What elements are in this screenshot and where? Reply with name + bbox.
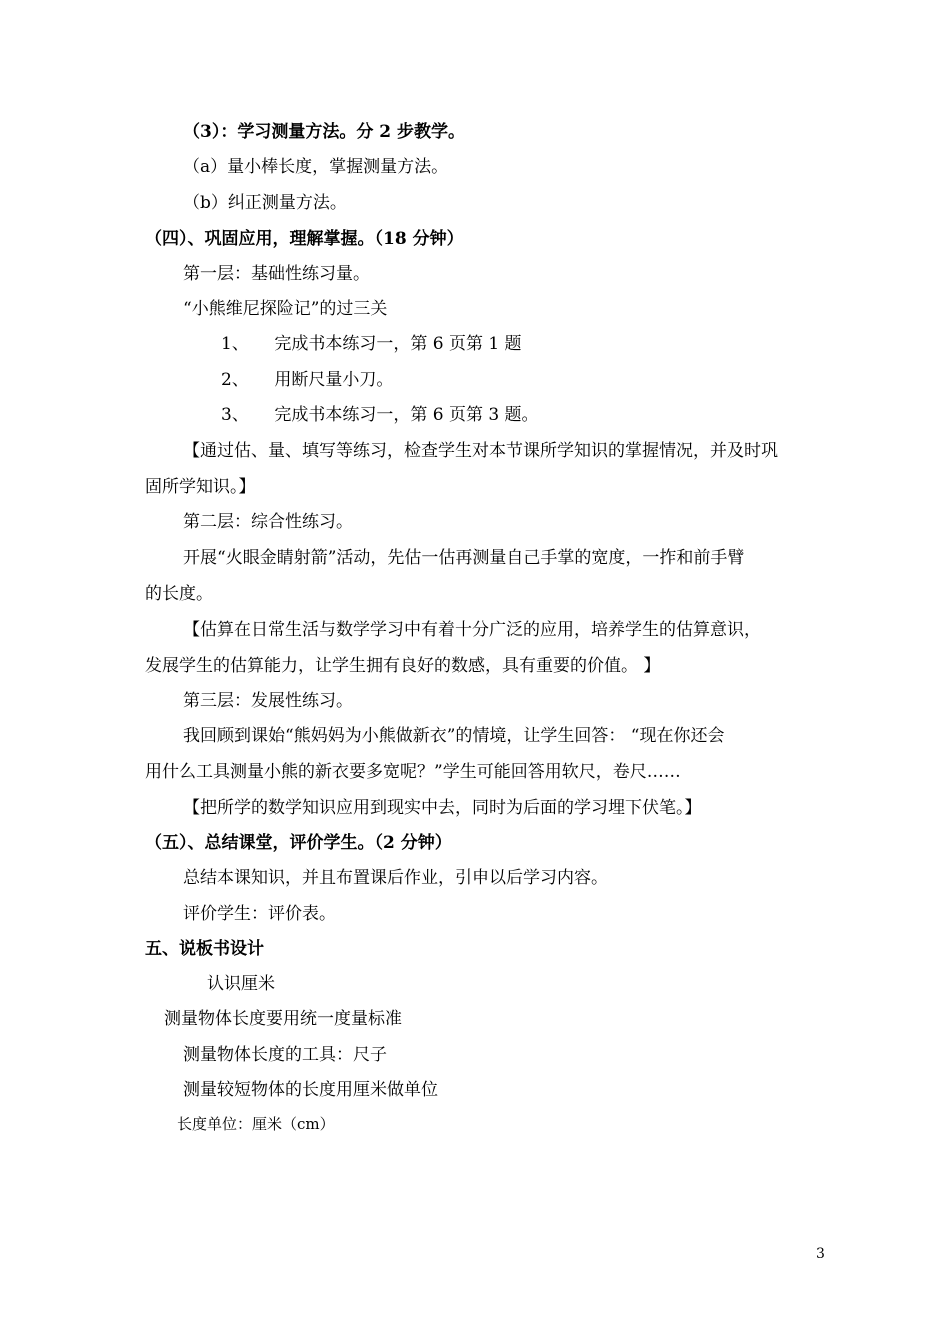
- section-heading-4: （四）、巩固应用，理解掌握。（18 分钟）: [145, 229, 464, 249]
- list-item: 2、 用断尺量小刀。: [221, 370, 394, 390]
- paragraph-line: 我回顾到课始“熊妈妈为小熊做新衣”的情境，让学生回答： “现在你还会: [183, 726, 725, 746]
- paragraph-line: 的长度。: [145, 584, 213, 604]
- paragraph-line: 评价学生：评价表。: [183, 904, 336, 924]
- paragraph-line: 【通过估、量、填写等练习，检查学生对本节课所学知识的掌握情况，并及时巩: [183, 441, 778, 461]
- paragraph-line: 第三层：发展性练习。: [183, 691, 353, 711]
- paragraph-line: 第二层：综合性练习。: [183, 512, 353, 532]
- paragraph-line: 发展学生的估算能力，让学生拥有良好的数感，具有重要的价值。 】: [145, 656, 661, 676]
- paragraph-line: 【把所学的数学知识应用到现实中去，同时为后面的学习埋下伏笔。】: [183, 798, 702, 818]
- paragraph-line: （b）纠正测量方法。: [183, 193, 347, 213]
- page-number: 3: [816, 1246, 825, 1262]
- paragraph-line: 固所学知识。】: [145, 477, 256, 497]
- board-line: 长度单位：厘米（cm）: [177, 1115, 335, 1133]
- board-line: 测量物体长度要用统一度量标准: [164, 1009, 402, 1029]
- list-item: 3、 完成书本练习一，第 6 页第 3 题。: [221, 405, 539, 425]
- board-title: 认识厘米: [207, 974, 275, 994]
- paragraph-line: “小熊维尼探险记”的过三关: [183, 299, 388, 319]
- board-line: 测量物体长度的工具：尺子: [183, 1045, 387, 1065]
- paragraph-line: 用什么工具测量小熊的新衣要多宽呢？”学生可能回答用软尺，卷尺……: [145, 762, 681, 782]
- paragraph-line: 【估算在日常生活与数学学习中有着十分广泛的应用，培养学生的估算意识，: [183, 620, 761, 640]
- section-heading-5: （五）、总结课堂，评价学生。（2 分钟）: [145, 833, 452, 853]
- board-line: 测量较短物体的长度用厘米做单位: [183, 1080, 438, 1100]
- subsection-heading-3: （3）：学习测量方法。分 2 步教学。: [183, 122, 465, 142]
- list-item: 1、 完成书本练习一，第 6 页第 1 题: [221, 334, 522, 354]
- chapter-heading: 五、说板书设计: [145, 939, 264, 959]
- paragraph-line: 开展“火眼金睛射箭”活动，先估一估再测量自己手掌的宽度，一拃和前手臂: [183, 548, 745, 568]
- paragraph-line: 总结本课知识，并且布置课后作业，引申以后学习内容。: [183, 868, 608, 888]
- paragraph-line: （a）量小棒长度，掌握测量方法。: [183, 157, 449, 177]
- paragraph-line: 第一层：基础性练习量。: [183, 264, 370, 284]
